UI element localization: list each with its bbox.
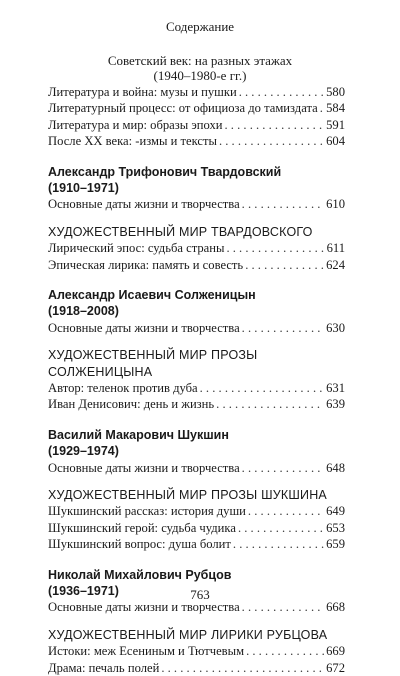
toc-entry [48, 133, 345, 149]
dot-leader [242, 196, 324, 212]
toc-entry-page: 610 [326, 197, 345, 212]
author-years: (1936–1971) [48, 583, 119, 598]
toc-entry-page: 639 [326, 397, 345, 412]
toc-entry [48, 460, 345, 476]
toc-entry-title: Основные даты жизни и творчества [48, 460, 240, 475]
toc-entry-title: После XX века: -измы и тексты [48, 134, 217, 149]
dot-leader [239, 84, 324, 100]
toc-entry [48, 117, 345, 133]
dot-leader [161, 660, 324, 676]
toc-entry-page: 584 [326, 101, 345, 116]
dot-leader [226, 240, 324, 256]
toc-entry-page: 611 [326, 241, 345, 256]
toc-entry-title: Лирический эпос: судьба страны [48, 241, 225, 256]
dot-leader [248, 503, 324, 519]
author-years: (1929–1974) [48, 444, 119, 459]
author-name: Александр Исаевич Солженицын [48, 287, 256, 302]
dot-leader [216, 396, 324, 412]
toc-entry-title: Литература и мир: образы эпохи [48, 117, 223, 132]
author-name: Николай Михайлович Рубцов [48, 567, 232, 582]
toc-entry-page: 630 [326, 320, 345, 335]
toc-entry-title: Иван Денисович: день и жизнь [48, 397, 215, 412]
toc-entry [48, 520, 345, 536]
dot-leader [245, 257, 324, 273]
toc-entry-page: 649 [326, 504, 345, 519]
running-header: Содержание [165, 19, 235, 34]
dot-leader [320, 100, 324, 116]
toc-entry-page: 669 [326, 644, 345, 659]
dot-leader [200, 380, 324, 396]
toc-entry [48, 84, 345, 100]
toc-entry-title: Драма: печаль полей [48, 660, 160, 675]
dot-leader [233, 536, 324, 552]
toc-entry-title: Литература и война: музы и пушки [48, 85, 237, 99]
toc-entry [48, 320, 345, 336]
toc-entry-title: Автор: теленок против дуба [48, 380, 198, 395]
toc-entry-page: 580 [326, 85, 345, 99]
part-title-line2: (1940–1980-е гг.) [153, 68, 247, 83]
toc-entry [48, 196, 345, 212]
toc-entry [48, 396, 345, 412]
toc-entry-title: Эпическая лирика: память и совесть [48, 257, 244, 272]
toc-entry-title: Основные даты жизни и творчества [48, 320, 240, 335]
dot-leader [246, 643, 324, 659]
section-heading: ХУДОЖЕСТВЕННЫЙ МИР ТВАРДОВСКОГО [48, 224, 313, 239]
toc-entry-page: 648 [326, 460, 345, 475]
toc-entry [48, 503, 345, 519]
toc-entry-page: 659 [326, 537, 345, 552]
author-years: (1910–1971) [48, 180, 119, 195]
dot-leader [242, 320, 324, 336]
dot-leader [238, 520, 324, 536]
toc-entry [48, 660, 345, 676]
toc-entry-page: 624 [326, 257, 345, 272]
toc-entry-page: 604 [326, 134, 345, 149]
author-years: (1918–2008) [48, 304, 119, 319]
part-title-line1: Советский век: на разных этажах [107, 53, 293, 68]
toc-entry-title: Основные даты жизни и творчества [48, 600, 240, 615]
author-name: Александр Трифонович Твардовский [48, 164, 282, 179]
part-title [0, 53, 400, 83]
toc-entry-title: Литературный процесс: от официоза до тамиздата [48, 101, 318, 116]
toc-entry-page: 668 [326, 600, 345, 615]
toc-entry-title: Шукшинский вопрос: душа болит [48, 537, 231, 552]
toc-entry-page: 631 [326, 380, 345, 395]
author-name: Василий Макарович Шукшин [48, 427, 229, 442]
dot-leader [225, 117, 325, 133]
toc-entry [48, 380, 345, 396]
toc-entry-page: 672 [326, 660, 345, 675]
section-heading: ХУДОЖЕСТВЕННЫЙ МИР ПРОЗЫ ШУКШИНА [48, 487, 327, 502]
toc-entry-page: 591 [326, 117, 345, 132]
toc-entry-page: 653 [326, 520, 345, 535]
section-heading: ХУДОЖЕСТВЕННЫЙ МИР ЛИРИКИ РУБЦОВА [48, 627, 328, 642]
toc-entry [48, 240, 345, 256]
toc-entry [48, 257, 345, 273]
toc-entry-title: Шукшинский рассказ: история души [48, 504, 246, 519]
page-number: 763 [190, 587, 210, 602]
toc-entry-title: Шукшинский герой: судьба чудика [48, 520, 236, 535]
toc-entry [48, 100, 345, 116]
section-heading: ХУДОЖЕСТВЕННЫЙ МИР ПРОЗЫ СОЛЖЕНИЦЫНА [48, 348, 258, 379]
toc-entry [48, 643, 345, 659]
toc-entry [48, 536, 345, 552]
toc-entry-title: Основные даты жизни и творчества [48, 197, 240, 212]
toc-entry-title: Истоки: меж Есениным и Тютчевым [48, 644, 245, 659]
dot-leader [219, 133, 324, 149]
dot-leader [242, 460, 324, 476]
